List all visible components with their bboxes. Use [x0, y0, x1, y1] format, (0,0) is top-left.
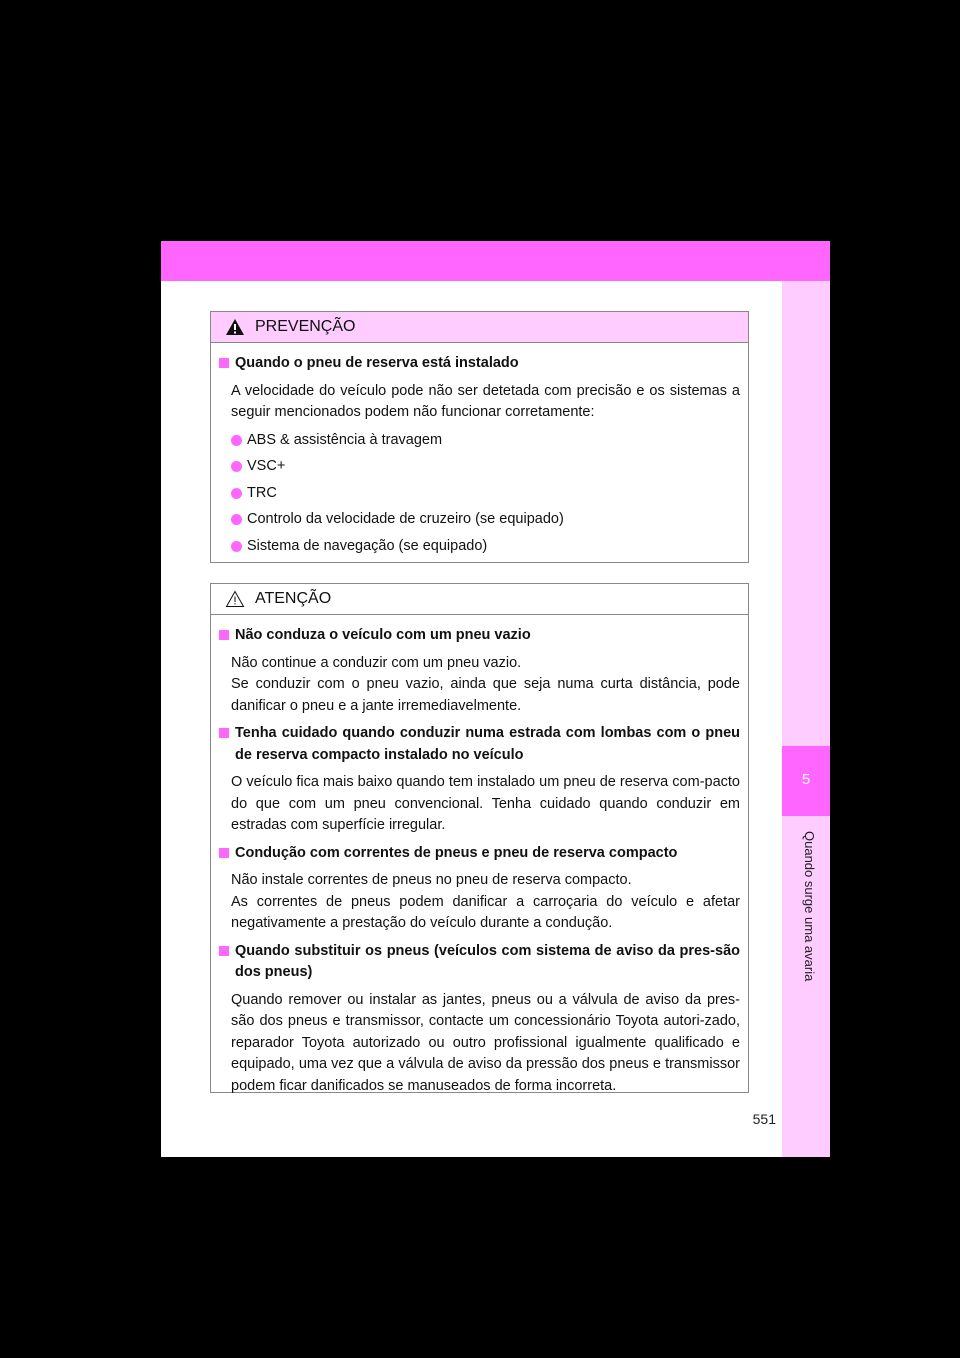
caution-text: A velocidade do veículo pode não ser detetada com precisão e os sistemas a seguir mencionados podem não funcionar corretamente: [231, 382, 740, 420]
notice-heading: Não conduza o veículo com um pneu vazio [219, 625, 740, 647]
caution-header [211, 312, 748, 343]
square-bullet-icon [219, 630, 229, 640]
notice-text: Quando remover ou instalar as jantes, pneus ou a válvula de aviso da pres-são dos pneus e transmissor, contacte um concessionário Toyota autori-zado, reparador Toyota autorizado ou outro profissional igualmente qualificado e equipado, uma vez que a válvula de aviso da pressão dos pneus e transmissor podem ficar danificados se manuseados de forma incorreta. [231, 991, 740, 1094]
round-bullet-icon [231, 488, 242, 499]
round-bullet-icon [231, 435, 242, 446]
square-bullet-icon [219, 728, 229, 738]
notice-text: Não continue a conduzir com um pneu vazio. Se conduzir com o pneu vazio, ainda que seja numa curta distância, pode danificar o pneu e a jante irremediavelmente. [231, 654, 740, 714]
caution-box [210, 311, 749, 563]
caution-heading: Quando o pneu de reserva está instalado [219, 353, 740, 375]
notice-text: Não instale correntes de pneus no pneu de reserva compacto. As correntes de pneus podem danificar a carroçaria do veículo e afetar negativamente a prestação do veículo durante a condução. [231, 872, 740, 931]
list-item: VSC+ [219, 456, 740, 478]
caution-title: PREVENÇÃO [255, 318, 356, 335]
top-band [161, 241, 830, 281]
notice-header [211, 584, 748, 615]
notice-text: O veículo fica mais baixo quando tem instalado um pneu de reserva com-pacto do que com um pneu convencional. Tenha cuidado quando conduzir em estradas com superfície irregular. [231, 774, 740, 833]
round-bullet-icon [231, 541, 242, 552]
manual-page [161, 241, 830, 1157]
list-item: ABS & assistência à travagem [219, 430, 740, 452]
list-item: Sistema de navegação (se equipado) [219, 536, 740, 558]
notice-heading: Tenha cuidado quando conduzir numa estrada com lombas com o pneu de reserva compacto instalado no veículo [219, 723, 740, 766]
square-bullet-icon [219, 946, 229, 956]
notice-title: ATENÇÃO [255, 590, 332, 607]
notice-box [210, 583, 749, 1093]
notice-heading: Quando substituir os pneus (veículos com sistema de aviso da pres-são dos pneus) [219, 941, 740, 984]
square-bullet-icon [219, 358, 229, 368]
chapter-number: 5 [801, 771, 811, 788]
warning-outline-icon [225, 590, 245, 608]
list-item: Controlo da velocidade de cruzeiro (se equipado) [219, 509, 740, 531]
warning-filled-icon [225, 318, 245, 336]
list-item: TRC [219, 483, 740, 505]
round-bullet-icon [231, 461, 242, 472]
chapter-title: Quando surge uma avaria [802, 831, 817, 982]
square-bullet-icon [219, 848, 229, 858]
round-bullet-icon [231, 514, 242, 525]
notice-heading: Condução com correntes de pneus e pneu de reserva compacto [219, 843, 740, 865]
page-number: 551 [752, 1111, 776, 1127]
